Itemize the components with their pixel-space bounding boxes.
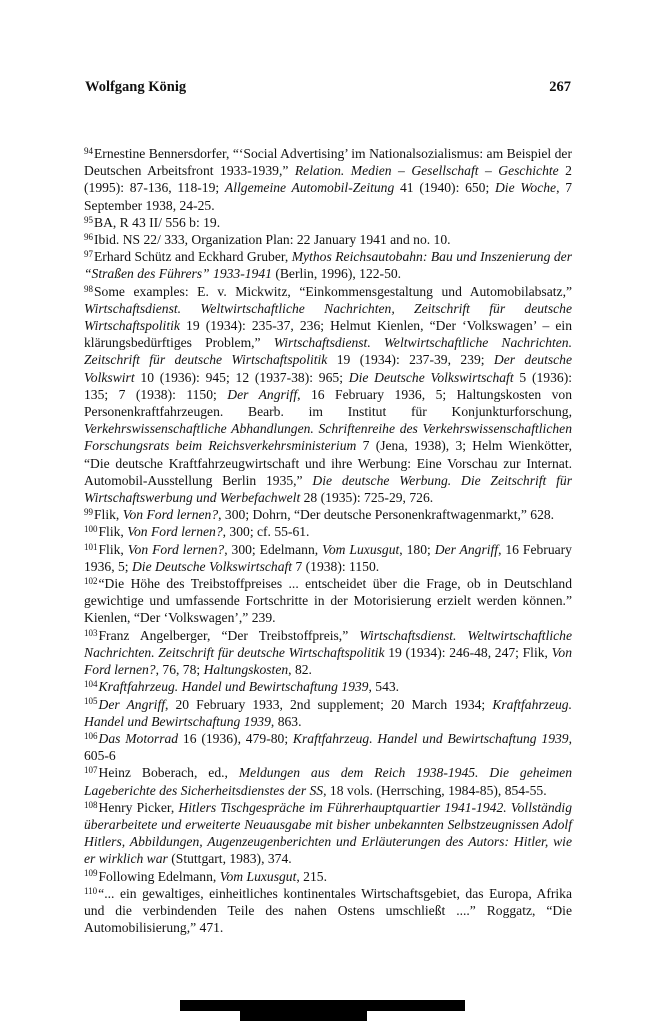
footnote-number: 99 [84,507,93,518]
footnote-text: Henry Picker, [98,799,179,815]
footnote-title-text: Die deutsche Werbung. Die Zeitschrift für Wirtschaftswerbung und Werbefachwelt [84,472,572,506]
footnote-text: , 20 February 1933, 2nd supplement; 20 March 1934; [165,696,493,712]
footnote-title-text: Wirtschaftsdienst. Weltwirtschaftliche Nachrichten, Zeitschrift für deutsche Wirtschaftspolitik [84,300,572,334]
footnote-title-text: Von Ford lernen? [84,644,573,678]
footnote-number: 105 [84,696,98,707]
footnote-100 [84,523,572,540]
footnote-text: Some examples: E. v. Mickwitz, “Einkommensgestaltung und Automobilabsatz,” [94,283,572,299]
footnote-104 [84,678,572,695]
footnote-title-text: Kraftfahrzeug. Handel und Bewirtschaftung 1939 [292,730,569,746]
footnote-text: 19 (1934): 237-39, 239; [327,352,494,368]
footnote-99 [84,506,572,523]
bottom-redaction-bar-lower [240,1011,367,1021]
footnote-text: (Berlin, 1996), 122-50. [271,266,402,282]
footnote-110 [84,885,572,937]
footnote-text: 19 (1934): 246-48, 247; Flik, [384,644,552,660]
footnote-109 [84,868,572,885]
footnote-107 [84,764,572,798]
footnote-text: , 215. [296,868,327,884]
footnote-number: 110 [84,885,98,896]
footnote-text: 5 (1936): 135; 7 (1938): 1150; [84,369,573,402]
footnote-text: 41 (1940): 650; [394,180,495,196]
footnote-title-text: Von Ford lernen? [127,541,225,557]
footnote-text: Following Edelmann, [98,868,220,884]
footnote-text: , 7 September 1938, 24-25. [84,180,573,213]
footnote-text: 2 (1995): 87-136, 118-19; [84,163,572,196]
footnote-106 [84,730,572,764]
footnote-text: , 300; Dohrn, “Der deutsche Personenkraftwagenmarkt,” 628. [218,507,555,523]
running-header [85,79,571,99]
footnote-title-text: Vom Luxusgut [219,868,297,884]
footnote-title-text: Kraftfahrzeug. Handel und Bewirtschaftung 1939 [84,696,572,729]
footnote-text: , 76, 78; [155,662,204,678]
footnote-title-text: Relation. Medien – Gesellschaft – Geschichte [294,163,559,179]
footnote-number: 104 [84,679,98,690]
footnote-title-text: Der Angriff [227,386,298,402]
footnote-title-text: Die Deutsche Volkswirtschaft [131,558,293,574]
footnote-text: Ernestine Bennersdorfer, “‘Social Advertising’ im Nationalsozialismus: am Beispiel der Deutschen Arbeitsfront 1933-1939,” [84,146,572,179]
footnote-text: Flik, [94,507,123,523]
footnote-number: 95 [84,214,93,225]
running-header-author: Wolfgang König [85,79,187,95]
footnote-title-text: Verkehrswissenschaftliche Abhandlungen. Schriftenreihe des Verkehrswissenschaftlichen Forschungsrats beim Reichsverkehrsministerium [84,421,572,454]
footnote-text: (Stuttgart, 1983), 374. [167,851,292,867]
footnote-text: , 605-6 [84,730,573,764]
footnote-title-text: Die Deutsche Volkswirtschaft [348,369,514,385]
footnote-97 [84,248,572,282]
footnote-text: , 16 February 1936, 5; Haltungskosten von Personenkraftfahrzeugen. Bearb. im Institut für Konjunkturforschung, [84,386,573,420]
footnote-number: 96 [84,231,93,242]
footnote-text: “Die Höhe des Treibstoffpreises ... entscheidet über die Frage, ob in Deutschland gewichtige und umfassende Fortschritte in der Motorisierung erzielt werden können.” Kienlen, “Der ‘Volkswagen’,” 239. [84,576,572,626]
footnote-title-text: Von Ford lernen? [122,507,219,523]
footnote-title-text: Wirtschaftsdienst. Weltwirtschaftliche Nachrichten. Zeitschrift für deutsche Wirtschaftspolitik [84,627,572,660]
footnote-text: 16 (1936), 479-80; [178,730,293,746]
footnote-103 [84,627,572,679]
footnote-title-text: Das Motorrad [98,730,179,746]
footnote-number: 97 [84,249,93,260]
footnote-text: “... ein gewaltiges, einheitliches kontinentales Wirtschaftsgebiet, das Europa, Afrika und die verbindenden Teile des nahen Ostens umschließt ....” Roggatz, “Die Automobilisierung,” 471. [84,885,572,936]
footnote-101 [84,541,572,575]
page-number: 267 [549,79,571,95]
footnote-title-text: Von Ford lernen? [127,524,223,540]
footnote-number: 109 [84,868,98,879]
bottom-redaction-bar [180,1000,465,1011]
footnote-number: 100 [84,524,98,535]
footnote-text: 7 (Jena, 1938), 3; Helm Wienkötter, “Die deutsche Kraftfahrzeugwirtschaft und ihre Werbung: Eine Vorschau zur Internat. Automobil-Ausstellung Berlin 1935,” [84,438,572,488]
footnote-title-text: Vom Luxusgut [322,541,400,557]
footnote-94 [84,145,572,214]
footnote-title-text: Meldungen aus dem Reich 1938-1945. Die geheimen Lageberichte des Sicherheitsdienstes der SS [84,765,573,798]
footnote-title-text: Der Angriff [434,541,499,557]
footnote-text: Ibid. NS 22/ 333, Organization Plan: 22 January 1941 and no. 10. [94,232,451,248]
footnote-title-text: Allgemeine Automobil-Zeitung [224,180,395,196]
footnote-title-text: Wirtschaftsdienst. Weltwirtschaftliche Nachrichten. Zeitschrift für deutsche Wirtschaftspolitik [84,335,573,368]
footnote-text: 19 (1934): 235-37, 236; Helmut Kienlen, “Der ‘Volkswagen’ – ein klärungsbedürftiges Problem,” [84,318,572,351]
footnote-number: 94 [84,145,93,156]
footnote-98 [84,283,572,507]
footnote-title-text: Hitlers Tischgespräche im Führerhauptquartier 1941-1942. Vollständig überarbeitete und erweiterte Neuausgabe mit bisher unbekannten Selbstzeugnissen Adolf Hitlers, Abbildungen, Augenzeugenberichten und Erläuterungen des Autors: Hitler, wie er wirklich war [84,799,573,867]
footnote-number: 101 [84,541,98,552]
footnote-text: , 82. [288,662,312,678]
footnote-text: 28 (1935): 725-29, 726. [300,490,434,506]
footnote-title-text: Kraftfahrzeug. Handel und Bewirtschaftung 1939 [98,679,369,695]
footnote-text: Franz Angelberger, “Der Treibstoffpreis,” [98,627,360,643]
footnote-102 [84,575,572,627]
footnote-text: Heinz Boberach, ed., [98,765,239,781]
footnote-text: BA, R 43 II/ 556 b: 19. [94,214,221,230]
footnote-text: Erhard Schütz and Eckhard Gruber, [94,249,292,265]
footnote-105 [84,696,572,730]
footnote-title-text: Die Woche [494,180,557,196]
footnote-text: , 300; Edelmann, [224,541,323,557]
footnote-number: 103 [84,627,98,638]
footnote-text: , 18 vols. (Herrsching, 1984-85), 854-55. [323,782,547,798]
footnote-title-text: Haltungskosten [203,662,289,678]
footnote-text: , 863. [270,713,302,729]
footnote-number: 106 [84,730,98,741]
footnote-108 [84,799,572,868]
footnote-number: 108 [84,799,98,810]
footnote-number: 102 [84,576,98,587]
footnote-text: , 543. [368,679,400,695]
footnote-text: , 300; cf. 55-61. [222,524,310,540]
footnotes-list [84,145,572,936]
footnote-text: , 180; [399,541,435,557]
footnote-text: Flik, [98,524,128,540]
footnote-text: 7 (1938): 1150. [292,558,380,574]
footnote-number: 107 [84,765,98,776]
footnote-title-text: Mythos Reichsautobahn: Bau und Inszenierung der “Straßen des Führers” 1933-1941 [84,249,572,282]
footnote-title-text: Der Angriff [98,696,165,712]
footnote-number: 98 [84,283,93,294]
footnote-text: Flik, [98,541,128,557]
footnote-95 [84,214,572,231]
footnote-text: , 16 February 1936, 5; [84,541,572,574]
footnote-text: 10 (1936): 945; 12 (1937-38): 965; [134,369,349,385]
footnote-title-text: Der deutsche Volkswirt [84,352,572,385]
footnote-96 [84,231,572,248]
